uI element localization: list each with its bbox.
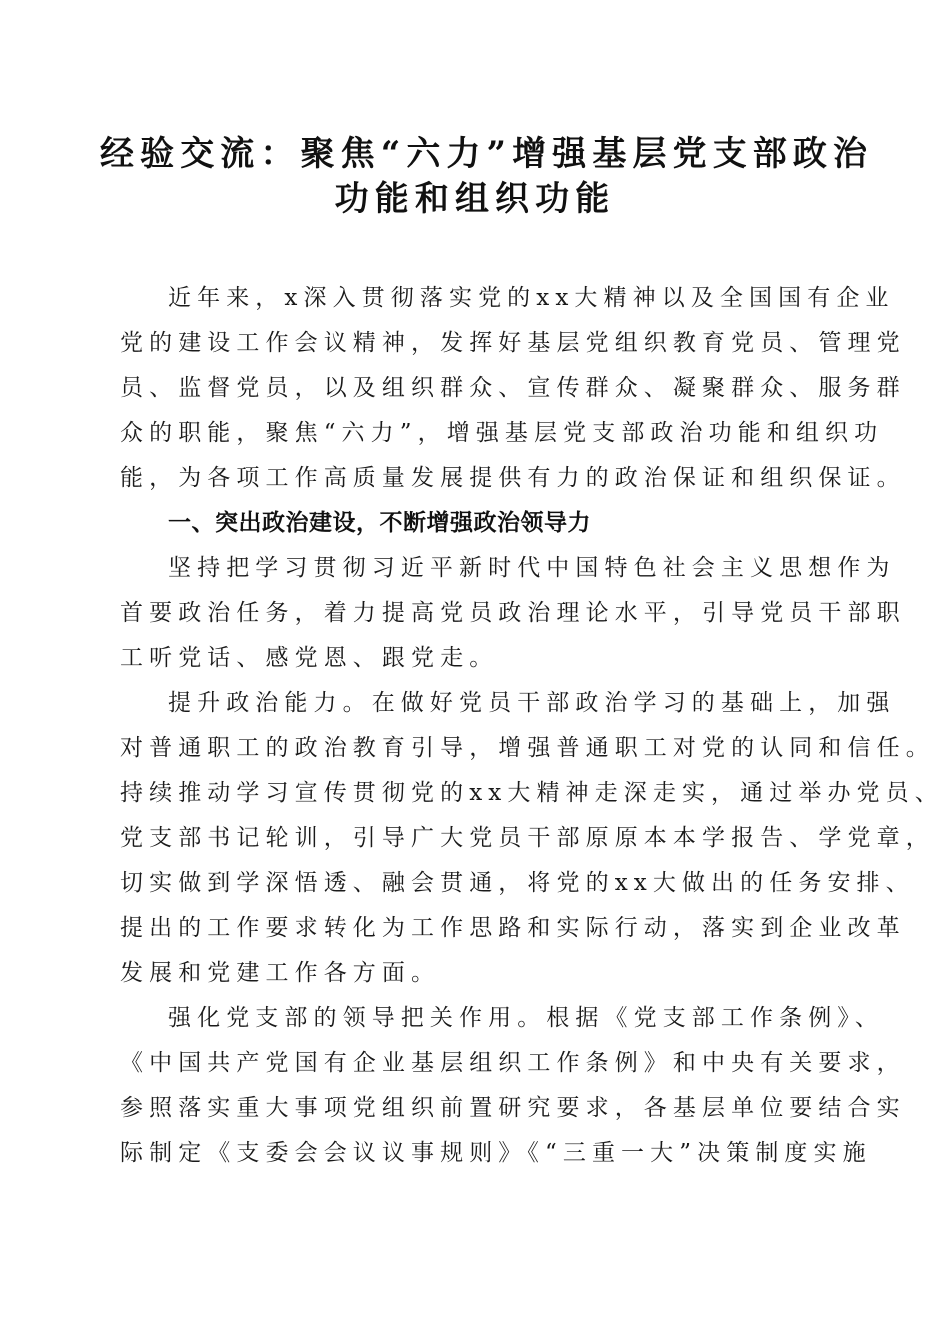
text-line: 员、监督党员，以及组织群众、宣传群众、凝聚群众、服务群 [120,375,906,401]
text-line: 对普通职工的政治教育引导，增强普通职工对党的认同和信任。 [120,735,935,761]
text-line: 众的职能，聚焦“六力”，增强基层党支部政治功能和组织功 [120,420,884,446]
text-line: 工听党话、感党恩、跟党走。 [120,645,499,671]
text-line: 提升政治能力。在做好党员干部政治学习的基础上，加强 [168,690,896,716]
title-line-1: 经验交流：聚焦“六力”增强基层党支部政治 [100,134,874,174]
text-line: 能，为各项工作高质量发展提供有力的政治保证和组织保证。 [120,465,906,491]
text-line: 强化党支部的领导把关作用。根据《党支部工作条例》、 [168,1005,884,1031]
document-title [100,132,874,222]
text-line: 持续推动学习宣传贯彻党的xx大精神走深走实，通过举办党员、 [120,780,944,806]
paragraph-intro [120,276,906,501]
document-body [120,276,944,1176]
section-heading-1 [120,501,840,546]
text-line: 切实做到学深悟透、融会贯通，将党的xx大做出的任务安排、 [120,870,915,896]
text-line: 首要政治任务，着力提高党员政治理论水平，引导党员干部职 [120,600,906,626]
text-line: 党的建设工作会议精神，发挥好基层党组织教育党员、管理党 [120,330,906,356]
text-line: 党支部书记轮训，引导广大党员干部原原本本学报告、学党章， [120,825,935,851]
text-line: 提出的工作要求转化为工作思路和实际行动，落实到企业改革 [120,915,906,941]
text-line: 发展和党建工作各方面。 [120,960,441,986]
text-line: 参照落实重大事项党组织前置研究要求，各基层单位要结合实 [120,1095,906,1121]
paragraph-branch-leadership [120,996,906,1176]
text-line: 际制定《支委会会议议事规则》《“三重一大”决策制度实施 [120,1140,872,1166]
title-line-2: 功能和组织功能 [334,179,616,219]
paragraph-political-study [120,546,906,681]
heading-text: 一、突出政治建设，不断增强政治领导力 [168,510,591,536]
text-line: 坚持把学习贯彻习近平新时代中国特色社会主义思想作为 [168,555,896,581]
text-line: 近年来，x深入贯彻落实党的xx大精神以及全国国有企业 [168,285,895,311]
paragraph-political-ability [120,681,944,996]
text-line: 《中国共产党国有企业基层组织工作条例》和中央有关要求， [120,1050,906,1076]
